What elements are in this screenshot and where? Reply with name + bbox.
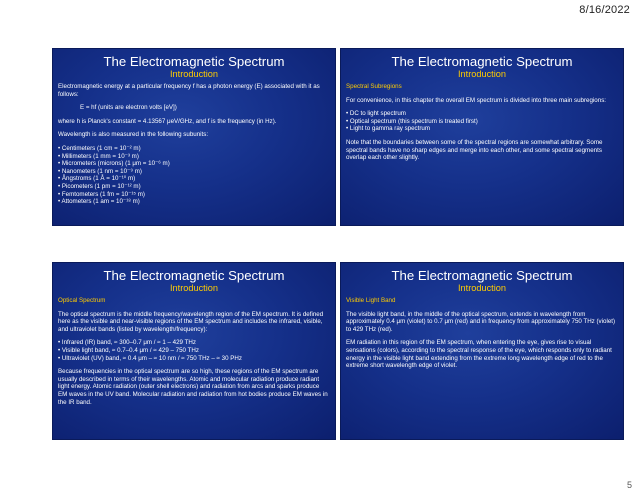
slide-paragraph: Note that the boundaries between some of the spectral regions are somewhat arbitrary. Some spectral bands have no sharp edges and merge into each other, and some spectral segments overlap each other slightly. [346,138,603,162]
slide-subtitle: Introduction [457,283,506,293]
list-item: • Infrared (IR) band, ≈ 300–0.7 μm / ≈ 1 – 429 THz [58,339,330,347]
slide-introduction-photon-energy [53,49,335,225]
slide-body [58,311,330,407]
list-item: • Attometers (1 am = 10⁻¹⁸ m) [58,198,330,206]
list-item: • DC to light spectrum [346,110,618,118]
print-date: 8/16/2022 [579,4,630,16]
list-item: • Millimeters (1 mm = 10⁻³ m) [58,153,330,161]
slide-paragraph: Because frequencies in the optical spectrum are so high, these regions of the EM spectrum are usually described in terms of their wavelengths. Atomic and molecular radiation produce radiant light energy. Atomic radiation (outer shell electrons) and radiation from arcs and sparks produce EM waves in the UV band. Molecular radiation and radiation from hot bodies produce EM waves in the IR band. [58,368,328,406]
slide-title: The Electromagnetic Spectrum [103,54,285,69]
wavelength-subunits-list [58,145,330,206]
list-item: • Ångstroms (1 Å = 10⁻¹⁰ m) [58,175,330,183]
photon-energy-formula: E = hf (units are electron volts [eV]) [80,104,177,112]
slide-paragraph: EM radiation in this region of the EM spectrum, when entering the eye, gives rise to visual sensations (colors), according to the spectral response of the eye, which responds only to radiant energy in the visible light band extending from the extreme long wavelength edge of red to the extreme short wavelength edge of violet. [346,339,612,370]
slide-subtitle: Introduction [457,69,506,79]
slide-section-heading: Optical Spectrum [58,297,106,304]
slide-subtitle: Introduction [169,283,218,293]
optical-bands-list [58,339,330,362]
slide-paragraph: Electromagnetic energy at a particular frequency f has a photon energy (E) associated with it as follows: [58,83,320,98]
slide-paragraph: where h is Planck's constant = 4.13567 μeV/GHz, and f is the frequency (in Hz). [58,117,277,125]
slide-optical-spectrum [53,263,335,439]
list-item: • Visible light band, ≈ 0.7–0.4 μm / ≈ 429 – 750 THz [58,347,330,355]
list-item: • Picometers (1 pm = 10⁻¹² m) [58,183,330,191]
slide-visible-light-band [341,263,623,439]
list-item: • Femtometers (1 fm = 10⁻¹⁵ m) [58,191,330,199]
page-number: 5 [626,480,632,490]
subregions-list [346,110,618,133]
slide-body [346,97,618,162]
slide-body [346,311,618,370]
list-item: • Centimeters (1 cm = 10⁻² m) [58,145,330,153]
slide-section-heading: Visible Light Band [346,297,396,304]
slide-title: The Electromagnetic Spectrum [103,268,285,283]
slide-paragraph: For convenience, in this chapter the overall EM spectrum is divided into three main subregions: [346,96,607,104]
list-item: • Nanometers (1 nm = 10⁻⁹ m) [58,168,330,176]
list-item: • Light to gamma ray spectrum [346,125,618,133]
slide-title: The Electromagnetic Spectrum [391,268,573,283]
slide-paragraph: The visible light band, in the middle of the optical spectrum, extends in wavelength from approximately 0.4 μm (violet) to 0.7 μm (red) and in frequency from approximately 750 THz (violet) to 429 THz (red). [346,310,616,333]
slide-section-heading: Spectral Subregions [346,83,402,90]
slide-title: The Electromagnetic Spectrum [391,54,573,69]
slide-paragraph: The optical spectrum is the middle frequency/wavelength region of the EM spectrum. It is defined here as the visible and near-visible regions of the EM spectrum and includes the infrared, visible, and ultraviolet bands (listed by wavelength/frequency): [58,310,324,333]
slide-paragraph: Wavelength is also measured in the following subunits: [58,131,209,139]
slide-spectral-subregions [341,49,623,225]
slide-subtitle: Introduction [169,69,218,79]
list-item: • Optical spectrum (this spectrum is treated first) [346,118,618,126]
list-item: • Micrometers (microns) (1 μm = 10⁻⁶ m) [58,160,330,168]
list-item: • Ultraviolet (UV) band, ≈ 0.4 μm – ≈ 10 nm / ≈ 750 THz – ≈ 30 PHz [58,355,330,363]
slide-body [58,83,330,206]
